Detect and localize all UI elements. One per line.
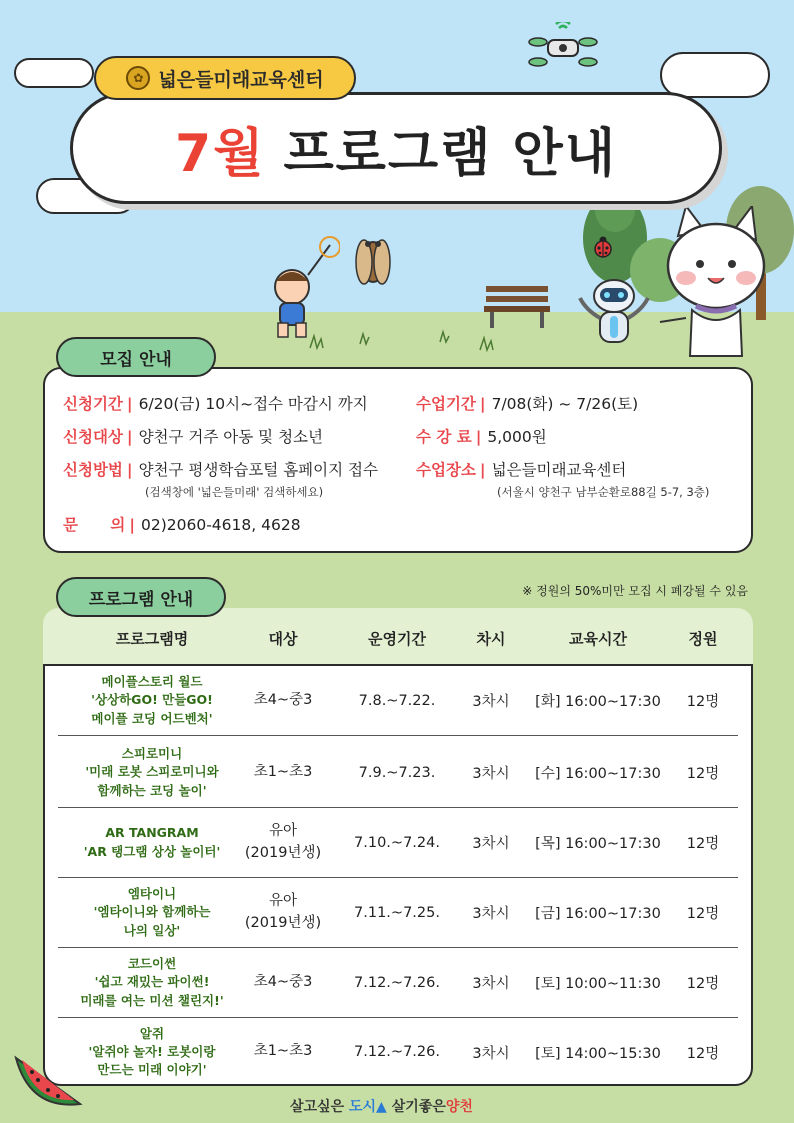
venue-label: 수업장소 bbox=[416, 461, 476, 479]
apply-period-label: 신청기간 bbox=[63, 395, 123, 413]
target-cell bbox=[254, 948, 313, 1017]
method-note: (검색창에 '넓은들미래' 검색하세요) bbox=[145, 485, 324, 499]
program-name-line: 메이플 코딩 어드벤처' bbox=[91, 710, 213, 726]
contact-row: 문 의 | 02)2060-4618, 4628 bbox=[63, 516, 301, 534]
program-name-line: AR TANGRAM bbox=[105, 825, 199, 841]
program-name-line: '미래 로봇 스피로미니와 bbox=[85, 764, 219, 780]
target-line: 유아 bbox=[268, 822, 298, 839]
table-row bbox=[58, 878, 738, 948]
title-text: 프로그램 안내 bbox=[283, 123, 617, 184]
sessions-cell: 3차시 bbox=[472, 906, 510, 922]
program-name-line: 만드는 미래 이야기' bbox=[97, 1062, 207, 1078]
class-period-value: 7/08(화) ~ 7/26(토) bbox=[491, 395, 639, 413]
title-month: 7월 bbox=[175, 123, 266, 184]
time-cell: [토] 14:00~15:30 bbox=[535, 1045, 661, 1062]
program-name-cell bbox=[89, 1018, 216, 1086]
period-cell: 7.12.~7.26. bbox=[354, 1044, 440, 1060]
watermelon-icon bbox=[10, 1050, 84, 1112]
target-line: 유아 bbox=[268, 892, 298, 909]
cloud-top-left bbox=[14, 58, 94, 88]
program-name-line: 스피로미니 bbox=[121, 746, 183, 762]
fee-value: 5,000원 bbox=[487, 428, 547, 446]
col-header-name: 프로그램명 bbox=[115, 630, 189, 648]
table-row bbox=[58, 948, 738, 1018]
target-cell bbox=[245, 878, 321, 947]
program-name-line: 메이플스토리 월드 bbox=[101, 674, 203, 690]
slogan-part-3: 살기좋은 bbox=[386, 1099, 446, 1115]
target-cell bbox=[254, 666, 313, 735]
fee-label: 수 강 료 bbox=[416, 428, 472, 446]
capacity-cell: 12명 bbox=[686, 1045, 720, 1062]
program-name-line: 'AR 탱그램 상상 놀이터' bbox=[83, 843, 221, 859]
program-name-line: 엠타이니 bbox=[127, 886, 177, 902]
target-line: 초4~중3 bbox=[253, 973, 313, 990]
program-name-cell bbox=[91, 666, 213, 735]
slogan-part-2: 도시 bbox=[348, 1099, 377, 1115]
footer-slogan-logo bbox=[290, 1096, 473, 1116]
program-name-line: 알쥐 bbox=[139, 1025, 165, 1041]
target-cell bbox=[254, 1018, 313, 1086]
cicada-icon bbox=[350, 236, 396, 288]
time-cell: [토] 10:00~11:30 bbox=[535, 976, 661, 992]
venue-note: (서울시 양천구 남부순환로88길 5-7, 3층) bbox=[497, 485, 710, 499]
capacity-cell: 12명 bbox=[686, 906, 720, 922]
sessions-cell: 3차시 bbox=[472, 766, 510, 782]
drone-icon bbox=[528, 22, 598, 74]
ladybug-icon bbox=[593, 236, 613, 258]
apply-period-value: 6/20(금) 10시~접수 마감시 까지 bbox=[138, 395, 368, 413]
target-line: 초1~초3 bbox=[253, 763, 313, 780]
target-label: 신청대상 bbox=[63, 428, 123, 446]
sessions-cell: 3차시 bbox=[472, 836, 510, 852]
period-cell: 7.10.~7.24. bbox=[354, 834, 440, 851]
program-name-cell bbox=[80, 948, 223, 1017]
target-row: 신청대상 | 양천구 거주 아동 및 청소년 bbox=[63, 428, 323, 446]
recruitment-tab-label: 모집 안내 bbox=[100, 349, 172, 370]
program-name-line: '엠타이니와 함께하는 bbox=[93, 904, 211, 920]
table-row bbox=[58, 666, 738, 736]
col-header-target: 대상 bbox=[268, 630, 298, 648]
contact-label: 문 의 bbox=[63, 516, 126, 534]
time-cell: [금] 16:00~17:30 bbox=[535, 906, 661, 922]
method-row: 신청방법 | 양천구 평생학습포털 홈페이지 접수 bbox=[63, 461, 378, 479]
period-cell: 7.8.~7.22. bbox=[358, 692, 436, 709]
venue-row: 수업장소 | 넓은들미래교육센터 bbox=[416, 461, 627, 479]
slogan-part-1: 살고싶은 bbox=[290, 1099, 349, 1115]
robot-illustration bbox=[576, 276, 652, 352]
cloud-top-right bbox=[660, 52, 770, 98]
table-row bbox=[58, 808, 738, 878]
program-name-line: 함께하는 코딩 놀이' bbox=[97, 782, 207, 798]
contact-value: 02)2060-4618, 4628 bbox=[141, 516, 301, 534]
venue-value: 넓은들미래교육센터 bbox=[491, 461, 627, 479]
target-value: 양천구 거주 아동 및 청소년 bbox=[138, 428, 323, 446]
dog-character-illustration bbox=[656, 206, 776, 366]
method-value: 양천구 평생학습포털 홈페이지 접수 bbox=[138, 461, 378, 479]
target-line: 초1~초3 bbox=[253, 1043, 313, 1060]
program-name-line: 나의 일상' bbox=[123, 922, 181, 938]
grass-tufts bbox=[300, 322, 530, 352]
sessions-cell: 3차시 bbox=[472, 976, 510, 992]
program-name-line: '상상하GO! 만들GO! bbox=[91, 692, 213, 708]
col-header-time: 교육시간 bbox=[569, 630, 627, 648]
capacity-cell: 12명 bbox=[686, 976, 720, 992]
program-name-line: '쉽고 재밌는 파이썬! bbox=[94, 974, 210, 990]
table-row bbox=[58, 738, 738, 808]
program-name-cell bbox=[94, 878, 211, 947]
capacity-cell: 12명 bbox=[686, 694, 720, 710]
fee-row: 수 강 료 | 5,000원 bbox=[416, 428, 547, 446]
time-cell: [화] 16:00~17:30 bbox=[535, 694, 661, 710]
organization-name: 넓은들미래교육센터 bbox=[158, 68, 324, 91]
time-cell: [수] 16:00~17:30 bbox=[535, 766, 661, 782]
target-line: 초4~중3 bbox=[253, 691, 313, 708]
seal-icon: ✿ bbox=[126, 66, 150, 90]
period-cell: 7.12.~7.26. bbox=[354, 974, 440, 991]
capacity-cell: 12명 bbox=[686, 836, 720, 852]
class-period-label: 수업기간 bbox=[416, 395, 476, 413]
city-skyline-icon: ▲ bbox=[376, 1099, 387, 1115]
apply-period-row: 신청기간 | 6/20(금) 10시~접수 마감시 까지 bbox=[63, 395, 368, 413]
program-tab bbox=[56, 577, 226, 617]
target-line: (2019년생) bbox=[244, 844, 322, 861]
program-name-cell bbox=[85, 738, 218, 807]
target-line: (2019년생) bbox=[244, 914, 322, 931]
col-header-period: 운영기간 bbox=[368, 630, 426, 648]
col-header-capacity: 정원 bbox=[688, 630, 718, 648]
target-cell bbox=[245, 808, 321, 877]
time-cell: [목] 16:00~17:30 bbox=[535, 836, 661, 852]
cancellation-notice: ※ 정원의 50%미만 모집 시 폐강될 수 있음 bbox=[522, 584, 748, 598]
target-cell bbox=[254, 738, 313, 807]
program-name-line: 미래를 여는 미션 챌린지!' bbox=[80, 992, 224, 1008]
period-cell: 7.9.~7.23. bbox=[358, 764, 436, 781]
method-label: 신청방법 bbox=[63, 461, 123, 479]
slogan-part-4: 양천 bbox=[445, 1099, 473, 1115]
table-row bbox=[58, 1018, 738, 1086]
sessions-cell: 3차시 bbox=[472, 694, 510, 710]
program-tab-label: 프로그램 안내 bbox=[88, 589, 194, 610]
capacity-cell: 12명 bbox=[686, 766, 720, 782]
program-name-line: 코드이썬 bbox=[127, 956, 177, 972]
recruitment-tab bbox=[56, 337, 216, 377]
sessions-cell: 3차시 bbox=[472, 1045, 510, 1062]
col-header-sessions: 차시 bbox=[476, 630, 506, 648]
page-title bbox=[70, 92, 722, 204]
program-name-cell bbox=[84, 808, 221, 877]
organization-badge bbox=[94, 56, 356, 100]
class-period-row: 수업기간 | 7/08(화) ~ 7/26(토) bbox=[416, 395, 639, 413]
period-cell: 7.11.~7.25. bbox=[354, 904, 440, 921]
program-name-line: '알쥐야 놀자! 로봇이랑 bbox=[88, 1043, 216, 1059]
